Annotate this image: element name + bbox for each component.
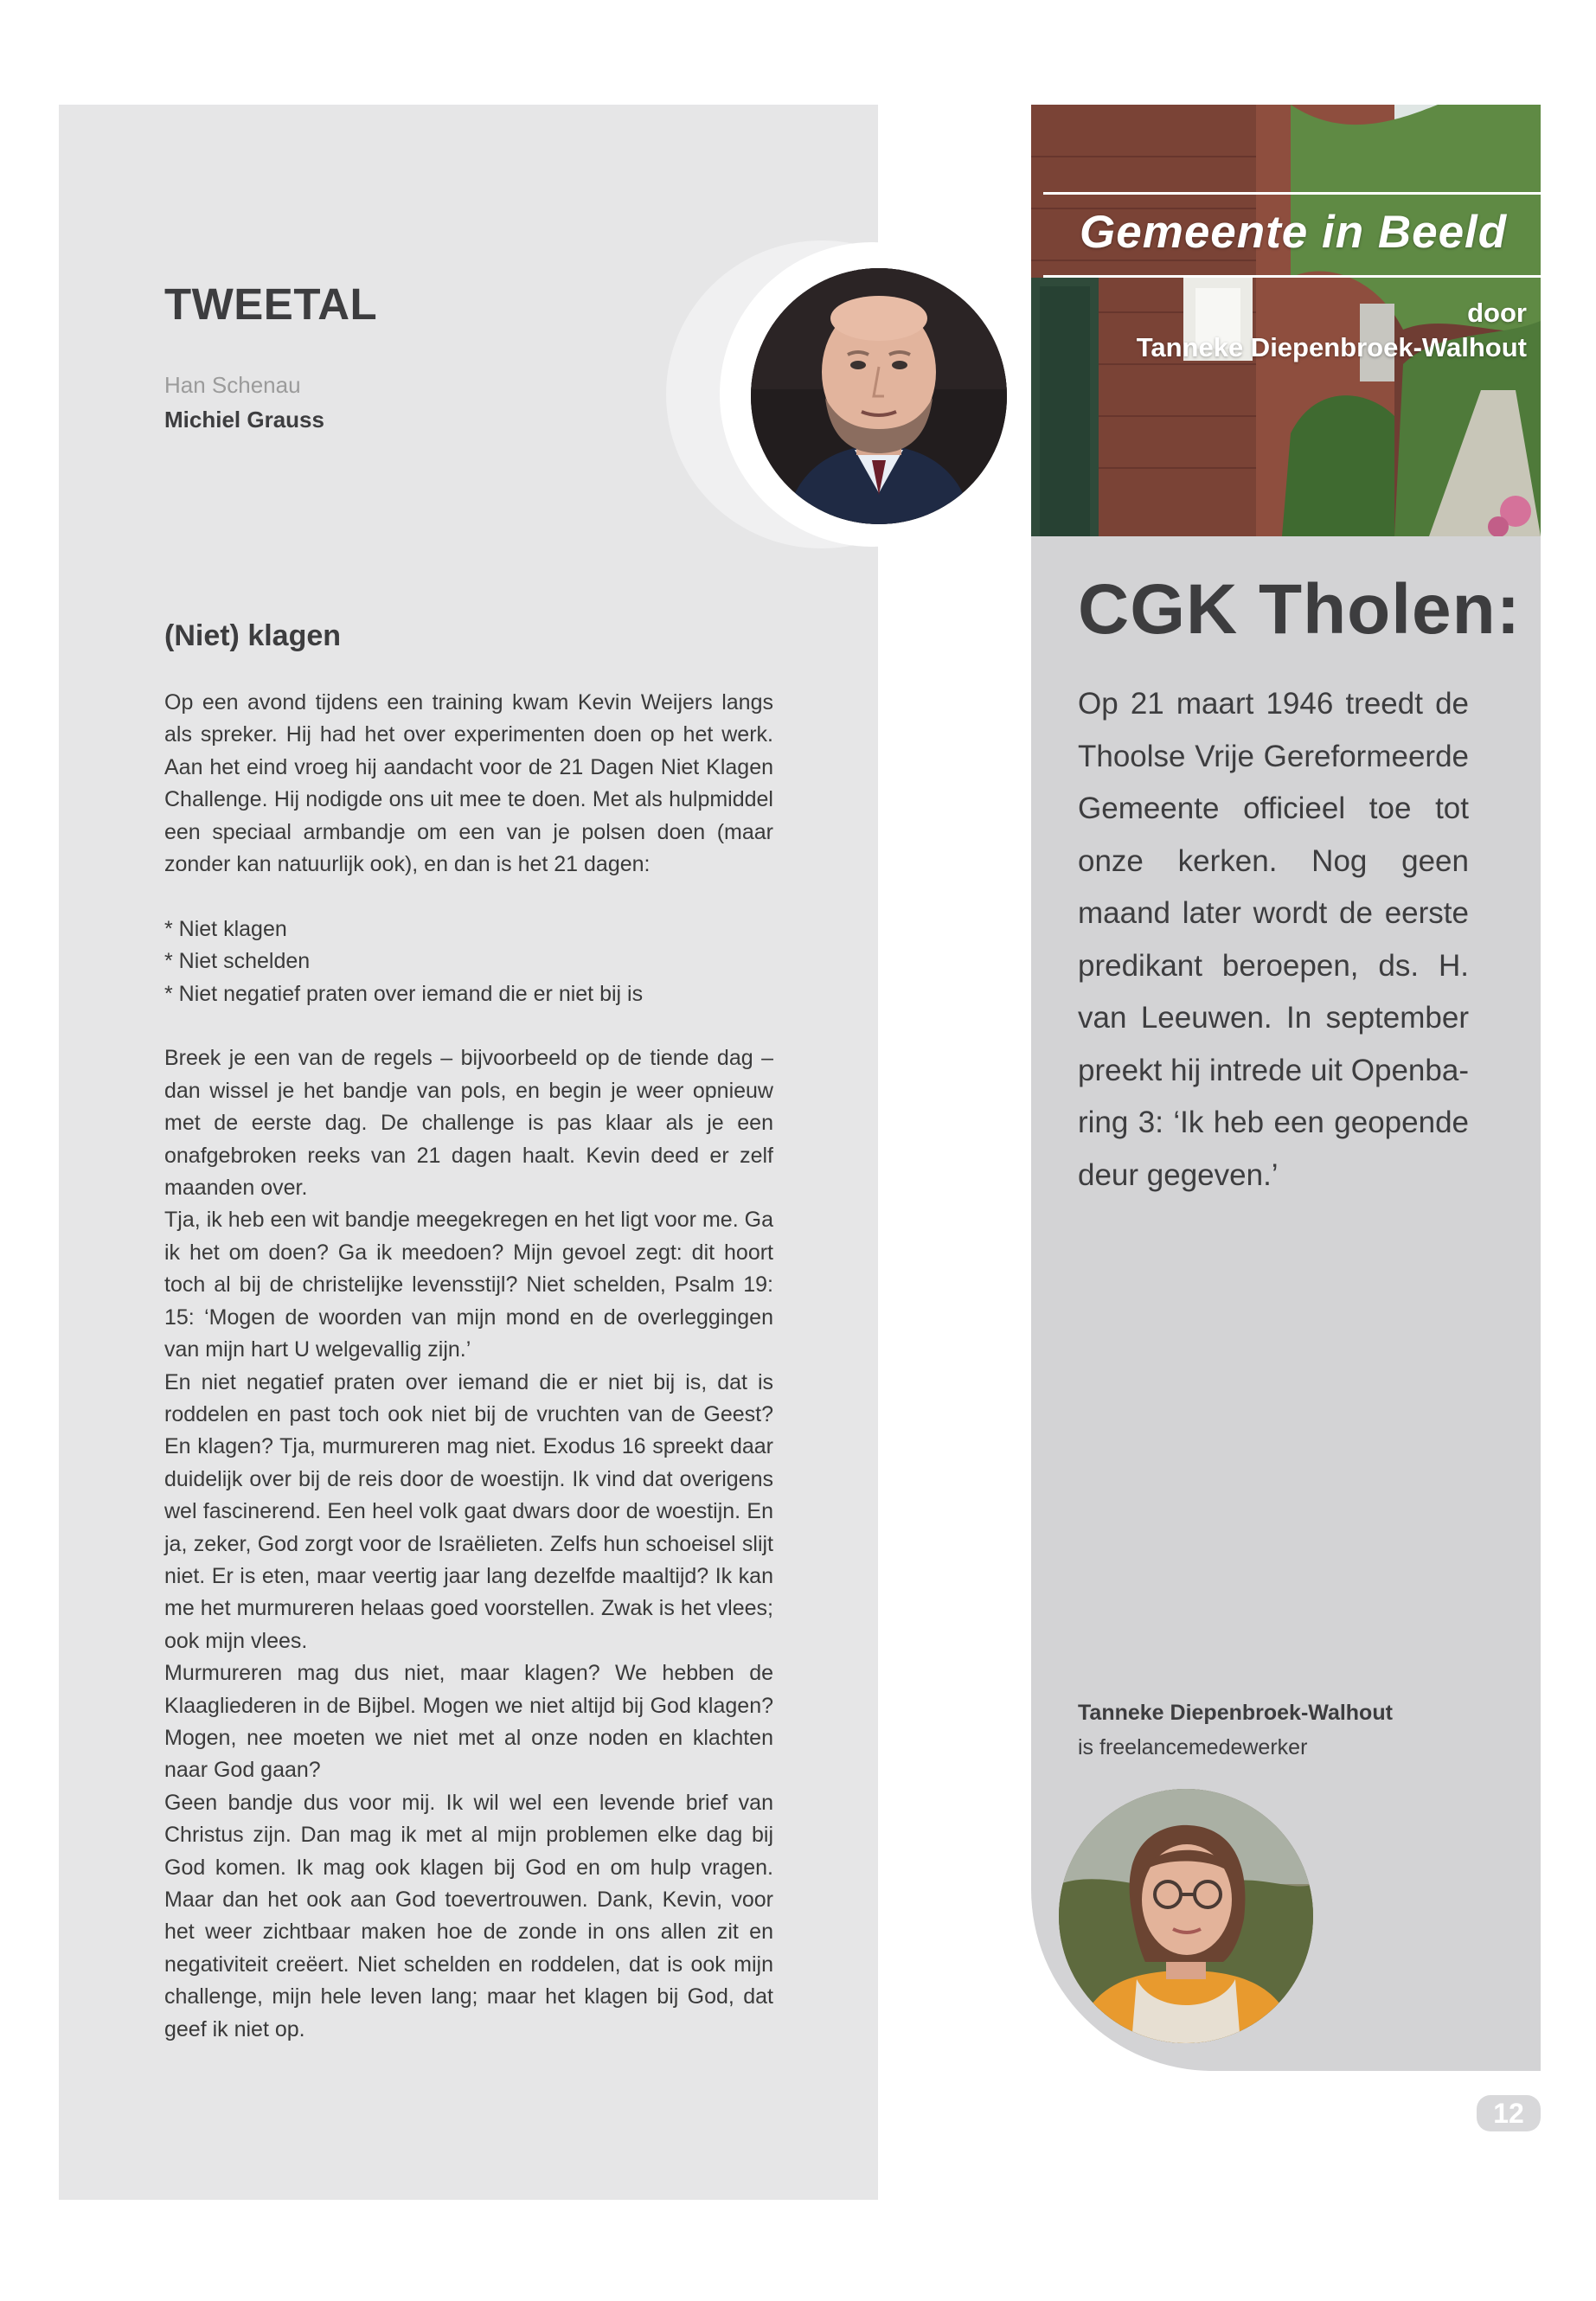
contributor-portrait-photo	[1059, 1789, 1313, 2043]
article-paragraph: Murmureren mag dus niet, maar klagen? We hebben de Klaagliederen in de Bijbel. Mogen we niet altijd bij God klagen? Mogen, nee moeten we niet met al onze noden en klachten naar God gaan?	[164, 1661, 773, 1783]
author-name-primary: Michiel Grauss	[164, 407, 324, 433]
list-item: * Niet negatief praten over iemand die er niet bij is	[164, 981, 644, 1006]
author-name-secondary: Han Schenau	[164, 372, 301, 398]
article-paragraph: Geen bandje dus voor mij. Ik wil wel een levende brief van Christus zijn. Dan mag ik met al mijn problemen elke dag bij God komen. Ik mag ook klagen bij God en om hulp vragen. Maar dan het ook aan God toevertrouwen. Dank, Kevin, voor het weer zichtbaar maken hoe de zonde in ons allen zit en negativiteit creëert. Niet schelden en roddelen, dat is ook mijn challenge, mijn hele leven lang; maar het klagen bij God, dat geef ik niet op.	[164, 1790, 773, 2041]
photo-title-rule-top	[1043, 192, 1541, 195]
right-body-text: Op 21 maart 1946 treedt de Thoolse Vrije Gereformeerde Gemeente officieel toe tot onze kerken. Nog geen maand later wordt de eerste predikant beroepen, ds. H. van Leeuwen. In september preekt hij intrede uit Openbaring 3: ‘Ik heb een geopende deur gegeven.’	[1078, 687, 1469, 1192]
photo-title-rule-bottom	[1043, 275, 1541, 278]
right-heading: CGK Tholen:	[1078, 570, 1522, 649]
list-item: * Niet klagen	[164, 916, 287, 941]
brick-house-illustration	[1031, 105, 1541, 536]
column-title: Gemeente in Beeld	[1080, 207, 1508, 258]
article-body	[164, 687, 773, 2046]
article-paragraph: Op een avond tijdens een training kwam Kevin Weijers langs als spreker. Hij had het over experimenten doen op het werk. Aan het eind vroeg hij aandacht voor de 21 Dagen Niet Klagen Challenge. Hij nodigde ons uit mee te doen. Met als hulpmiddel een speciaal armbandje om een van je polsen doen (maar zonder kan natuurlijk ook), en dan is het 21 dagen:	[164, 690, 773, 877]
contributor-role: is freelancemedewerker	[1078, 1735, 1308, 1759]
article-paragraph: En niet negatief praten over iemand die er niet bij is, dat is roddelen en past toch ook niet bij de vruchten van de Geest? En klagen? Tja, murmureren mag niet. Exodus 16 spreekt daar duidelijk over bij de reis door de woestijn. Ik vind dat overigens wel fascinerend. Een heel volk gaat dwars door de woestijn. En ja, zeker, God zorgt voor de Israëlieten. Zelfs hun schoeisel slijt niet. Er is eten, maar veertig jaar lang dezelfde maaltijd? Ik kan me het murmureren helaas goed voorstellen. Zwak is het vlees; ook mijn vlees.	[164, 1369, 773, 1653]
man-portrait-illustration	[751, 268, 1007, 524]
section-title: TWEETAL	[164, 279, 378, 329]
contributor-name: Tanneke Diepenbroek-Walhout	[1078, 1701, 1393, 1725]
list-item: * Niet schelden	[164, 949, 311, 974]
page-number: 12	[1493, 2098, 1524, 2129]
byline-label: door	[1467, 298, 1527, 328]
paragraph-spacer	[164, 881, 773, 913]
article-paragraph: Tja, ik heb een wit bandje meegekregen en het ligt voor me. Ga ik het om doen? Ga ik meedoen? Mijn gevoel zegt: dit hoort toch al bij de christelijke levensstijl? Niet schelden, Psalm 19: 15: ‘Mogen de woorden van mijn mond en de overleggingen van mijn hart U welgevallig zijn.’	[164, 1208, 773, 1362]
byline-author: Tanneke Diepenbroek-Walhout	[1136, 332, 1527, 362]
article-title: (Niet) klagen	[164, 619, 342, 652]
article-paragraph: Breek je een van de regels – bijvoorbeeld op de tiende dag – dan wissel je het bandje van pols, en begin je weer opnieuw met de eerste dag. De challenge is pas klaar als je een onafgebroken reeks van 21 dagen haalt. Kevin deed er zelf maanden over.	[164, 1046, 773, 1201]
woman-portrait-illustration	[1059, 1789, 1313, 2043]
church-street-photo	[1031, 105, 1541, 536]
paragraph-spacer	[164, 1010, 773, 1042]
author-portrait-photo	[751, 268, 1007, 524]
